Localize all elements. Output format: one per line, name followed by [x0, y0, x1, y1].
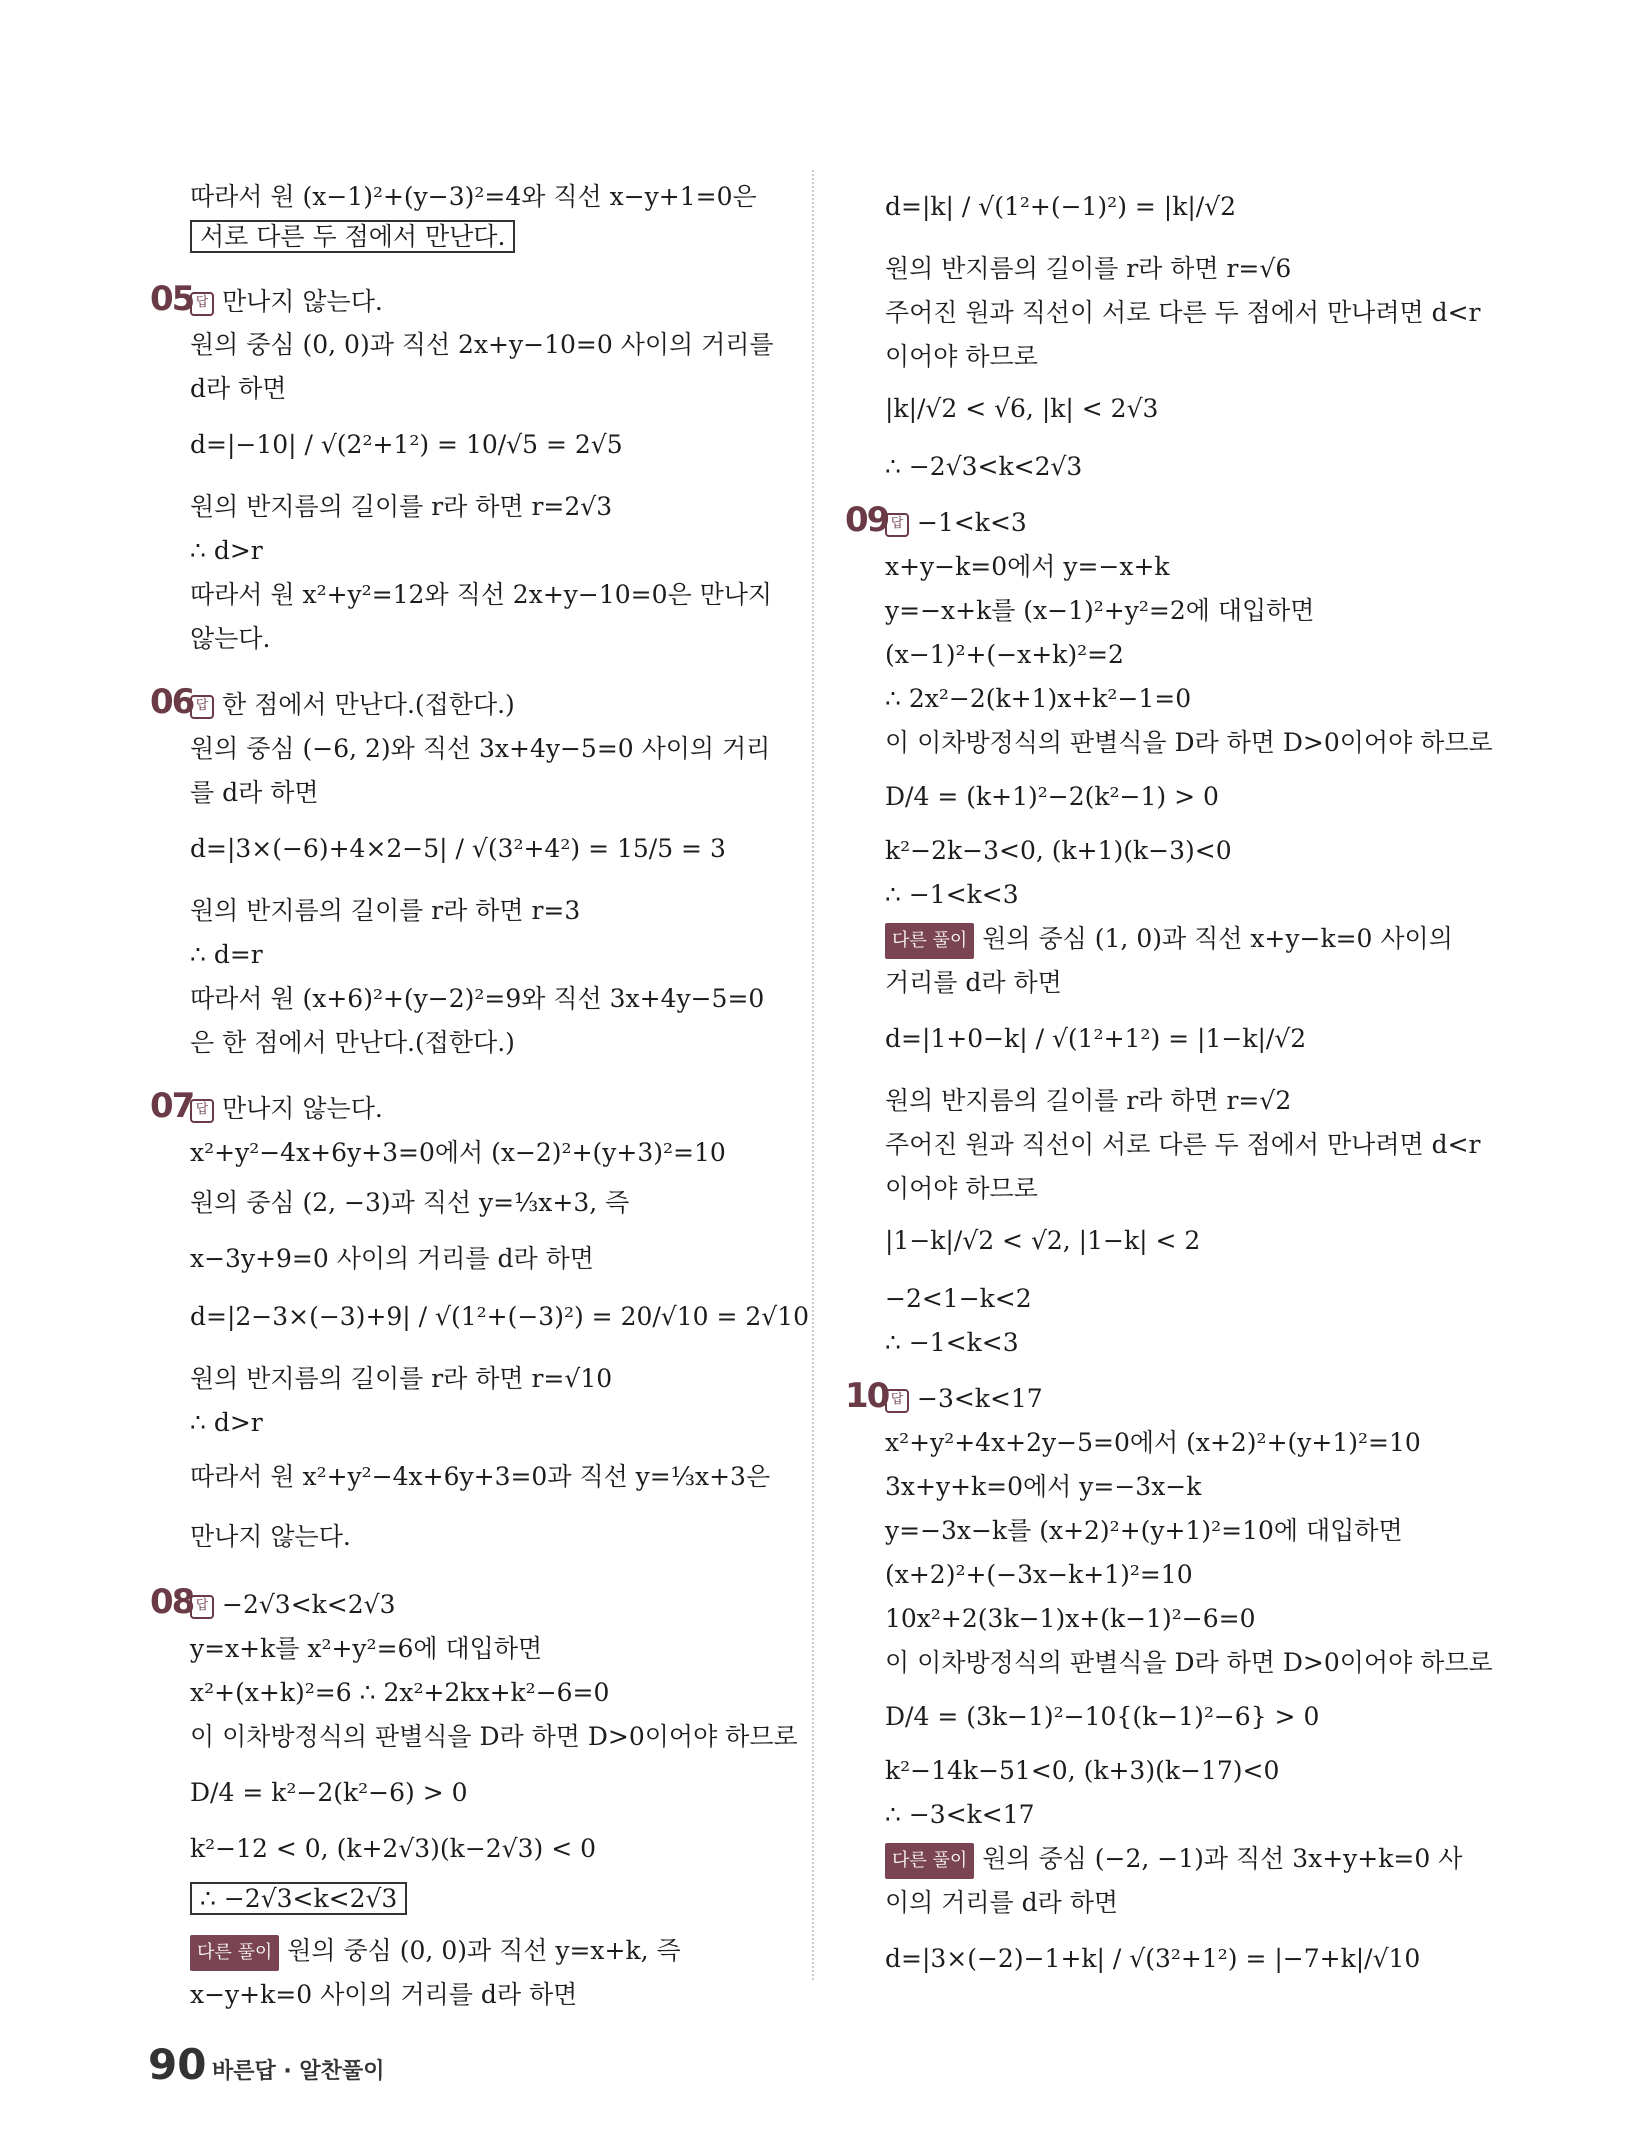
line-text: 10x²+2(3k−1)x+(k−1)²−6=0 [885, 1604, 1256, 1633]
line-text: k²−12 < 0, (k+2√3)(k−2√3) < 0 [190, 1834, 597, 1863]
solution-line [190, 1300, 809, 1334]
solution-line [885, 1602, 1255, 1636]
line-text: x−y+k=0 사이의 거리를 d라 하면 [190, 1980, 578, 2009]
line-text: 서로 다른 두 점에서 만난다. [190, 220, 515, 253]
line-text: y=x+k를 x²+y²=6에 대입하면 [190, 1634, 543, 1663]
answer-icon: 답 [190, 292, 214, 316]
line-text: ∴ −2√3<k<2√3 [190, 1882, 407, 1915]
answer-line [190, 688, 515, 722]
solution-line [885, 1798, 1035, 1832]
solution-line [190, 1026, 515, 1060]
answer-line [190, 1588, 395, 1622]
solution-line [885, 594, 1314, 628]
answer-icon: 답 [190, 1099, 214, 1123]
line-text: ∴ d>r [190, 1408, 263, 1437]
solution-line [190, 1978, 577, 2012]
line-text: 따라서 원 x²+y²−4x+6y+3=0과 직선 y=⅓x+3은 [190, 1462, 771, 1491]
solution-line [885, 922, 1453, 959]
line-text: −1<k<3 [917, 508, 1027, 537]
column-divider [812, 170, 814, 1980]
solution-line [190, 982, 764, 1016]
line-text: y=−3x−k를 (x+2)²+(y+1)²=10에 대입하면 [885, 1516, 1403, 1545]
line-text: 원의 중심 (2, −3)과 직선 y=⅓x+3, 즉 [190, 1188, 630, 1217]
solution-line [885, 878, 1019, 912]
problem-number: 08 [150, 1582, 194, 1622]
line-text: 따라서 원 x²+y²=12와 직선 2x+y−10=0은 만나지 [190, 580, 773, 609]
line-text: ∴ d=r [190, 940, 263, 969]
line-text: ∴ −2√3<k<2√3 [885, 452, 1083, 481]
solution-line [190, 180, 757, 214]
solution-line [885, 1558, 1193, 1592]
line-text: −2<1−k<2 [885, 1284, 1032, 1313]
line-text: d=|3×(−6)+4×2−5| / √(3²+4²) = 15/5 = 3 [190, 834, 726, 863]
line-text: x+y−k=0에서 y=−x+k [885, 552, 1170, 581]
line-text: k²−2k−3<0, (k+1)(k−3)<0 [885, 836, 1232, 865]
line-text: D/4 = k²−2(k²−6) > 0 [190, 1778, 468, 1807]
line-text: 원의 중심 (−2, −1)과 직선 3x+y+k=0 사 [982, 1844, 1463, 1873]
line-text: D/4 = (3k−1)²−10{(k−1)²−6} > 0 [885, 1702, 1320, 1731]
solution-line [190, 1186, 629, 1220]
line-text: −2√3<k<2√3 [222, 1590, 396, 1619]
line-text: 원의 반지름의 길이를 r라 하면 r=2√3 [190, 492, 613, 521]
line-text: 3x+y+k=0에서 y=−3x−k [885, 1472, 1202, 1501]
solution-line [885, 966, 1062, 1000]
solution-line [190, 1460, 770, 1494]
line-text: 만나지 않는다. [222, 1094, 383, 1123]
answer-line [190, 285, 383, 319]
line-text: x²+(x+k)²=6 ∴ 2x²+2kx+k²−6=0 [190, 1678, 610, 1707]
problem-number: 09 [845, 500, 889, 540]
solution-line [190, 1832, 596, 1866]
line-text: 따라서 원 (x−1)²+(y−3)²=4와 직선 x−y+1=0은 [190, 182, 757, 211]
solution-line [885, 638, 1124, 672]
alternate-solution-badge: 다른 풀이 [885, 923, 974, 959]
solution-line [885, 1128, 1480, 1162]
solution-line [190, 1520, 351, 1554]
answer-icon: 답 [190, 1595, 214, 1619]
solution-line [885, 834, 1232, 868]
answer-icon: 답 [190, 695, 214, 719]
solution-line [885, 1084, 1291, 1118]
line-text: ∴ −1<k<3 [885, 1328, 1019, 1357]
solution-line [190, 1882, 407, 1916]
line-text: 이어야 하므로 [885, 1174, 1038, 1203]
line-text: 원의 중심 (1, 0)과 직선 x+y−k=0 사이의 [982, 924, 1453, 953]
line-text: 만나지 않는다. [222, 287, 383, 316]
solution-line [190, 1676, 609, 1710]
problem-number: 07 [150, 1086, 194, 1126]
solution-line [190, 622, 270, 656]
solution-line [190, 732, 770, 766]
line-text: x²+y²+4x+2y−5=0에서 (x+2)²+(y+1)²=10 [885, 1428, 1421, 1457]
solution-line [885, 1022, 1306, 1056]
answer-line [885, 506, 1027, 540]
line-text: −3<k<17 [917, 1384, 1043, 1413]
solution-line [190, 832, 726, 866]
line-text: |k|/√2 < √6, |k| < 2√3 [885, 394, 1159, 423]
line-text: 를 d라 하면 [190, 778, 319, 807]
answer-line [190, 1092, 383, 1126]
solution-line [885, 1646, 1493, 1680]
line-text: x−3y+9=0 사이의 거리를 d라 하면 [190, 1244, 594, 1273]
answer-line [885, 1382, 1043, 1416]
line-text: 원의 중심 (−6, 2)와 직선 3x+4y−5=0 사이의 거리 [190, 734, 771, 763]
line-text: y=−x+k를 (x−1)²+y²=2에 대입하면 [885, 596, 1315, 625]
line-text: d=|3×(−2)−1+k| / √(3²+1²) = |−7+k|/√10 [885, 1944, 1421, 1973]
line-text: x²+y²−4x+6y+3=0에서 (x−2)²+(y+3)²=10 [190, 1138, 726, 1167]
solution-line [885, 550, 1170, 584]
solution-line [885, 190, 1236, 224]
line-text: 원의 반지름의 길이를 r라 하면 r=√2 [885, 1086, 1292, 1115]
solution-line [190, 372, 286, 406]
line-text: 원의 반지름의 길이를 r라 하면 r=√6 [885, 254, 1292, 283]
solution-line [190, 490, 612, 524]
page-number: 90 [148, 2040, 207, 2089]
line-text: 원의 반지름의 길이를 r라 하면 r=3 [190, 896, 581, 925]
solution-line [885, 682, 1191, 716]
line-text: k²−14k−51<0, (k+3)(k−17)<0 [885, 1756, 1280, 1785]
line-text: 주어진 원과 직선이 서로 다른 두 점에서 만나려면 d<r [885, 1130, 1481, 1159]
line-text: 주어진 원과 직선이 서로 다른 두 점에서 만나려면 d<r [885, 298, 1481, 327]
solution-line [885, 1842, 1462, 1879]
solution-line [885, 1326, 1019, 1360]
solution-line [190, 1406, 263, 1440]
line-text: 만나지 않는다. [190, 1522, 351, 1551]
line-text: d=|−10| / √(2²+1²) = 10/√5 = 2√5 [190, 430, 623, 459]
solution-line [885, 1282, 1032, 1316]
line-text: 거리를 d라 하면 [885, 968, 1062, 997]
line-text: (x−1)²+(−x+k)²=2 [885, 640, 1124, 669]
line-text: ∴ 2x²−2(k+1)x+k²−1=0 [885, 684, 1192, 713]
solution-line [885, 780, 1219, 814]
solution-line [190, 1242, 594, 1276]
solution-line [190, 1136, 726, 1170]
line-text: 이의 거리를 d라 하면 [885, 1888, 1119, 1917]
solution-line [885, 1886, 1118, 1920]
solution-line [190, 1362, 612, 1396]
solution-line [885, 252, 1291, 286]
line-text: 한 점에서 만난다.(접한다.) [222, 690, 515, 719]
solution-line [885, 1172, 1038, 1206]
line-text: ∴ −1<k<3 [885, 880, 1019, 909]
line-text: 원의 중심 (0, 0)과 직선 y=x+k, 즉 [287, 1936, 681, 1965]
solution-line [885, 392, 1158, 426]
solution-line [190, 1632, 542, 1666]
solution-line [885, 340, 1038, 374]
line-text: 원의 중심 (0, 0)과 직선 2x+y−10=0 사이의 거리를 [190, 330, 774, 359]
solution-line [190, 1934, 681, 1971]
problem-number: 06 [150, 682, 194, 722]
line-text: ∴ d>r [190, 536, 263, 565]
solution-line [885, 450, 1082, 484]
alternate-solution-badge: 다른 풀이 [190, 1935, 279, 1971]
line-text: d=|k| / √(1²+(−1)²) = |k|/√2 [885, 192, 1237, 221]
answer-icon: 답 [885, 513, 909, 537]
problem-number: 05 [150, 279, 194, 319]
line-text: D/4 = (k+1)²−2(k²−1) > 0 [885, 782, 1219, 811]
solution-line [885, 1224, 1200, 1258]
solution-line [885, 1754, 1279, 1788]
solution-line [885, 1700, 1319, 1734]
solution-line [190, 534, 263, 568]
solution-line [190, 776, 319, 810]
line-text: d=|1+0−k| / √(1²+1²) = |1−k|/√2 [885, 1024, 1307, 1053]
solution-line [190, 578, 772, 612]
answer-icon: 답 [885, 1389, 909, 1413]
line-text: d라 하면 [190, 374, 287, 403]
solution-line [190, 894, 580, 928]
solution-line [190, 1720, 798, 1754]
line-text: 않는다. [190, 624, 271, 653]
line-text: d=|2−3×(−3)+9| / √(1²+(−3)²) = 20/√10 = 2√10 [190, 1302, 810, 1331]
solution-line [885, 296, 1480, 330]
line-text: (x+2)²+(−3x−k+1)²=10 [885, 1560, 1193, 1589]
solution-line [885, 1942, 1420, 1976]
line-text: 따라서 원 (x+6)²+(y−2)²=9와 직선 3x+4y−5=0 [190, 984, 765, 1013]
solution-line [885, 1470, 1201, 1504]
solution-line [190, 1776, 468, 1810]
line-text: 원의 반지름의 길이를 r라 하면 r=√10 [190, 1364, 613, 1393]
solution-line [190, 938, 263, 972]
footer-title: 바른답 · 알찬풀이 [212, 2059, 385, 2084]
line-text: |1−k|/√2 < √2, |1−k| < 2 [885, 1226, 1201, 1255]
solution-line [885, 726, 1493, 760]
line-text: 이 이차방정식의 판별식을 D라 하면 D>0이어야 하므로 [885, 1648, 1493, 1677]
problem-number: 10 [845, 1376, 889, 1416]
line-text: 은 한 점에서 만난다.(접한다.) [190, 1028, 515, 1057]
line-text: ∴ −3<k<17 [885, 1800, 1035, 1829]
line-text: 이어야 하므로 [885, 342, 1038, 371]
alternate-solution-badge: 다른 풀이 [885, 1843, 974, 1879]
solution-line [885, 1426, 1421, 1460]
solution-line [190, 428, 623, 462]
solution-line [885, 1514, 1403, 1548]
solution-line [190, 220, 515, 254]
solution-line [190, 328, 774, 362]
line-text: 이 이차방정식의 판별식을 D라 하면 D>0이어야 하므로 [885, 728, 1493, 757]
line-text: 이 이차방정식의 판별식을 D라 하면 D>0이어야 하므로 [190, 1722, 798, 1751]
